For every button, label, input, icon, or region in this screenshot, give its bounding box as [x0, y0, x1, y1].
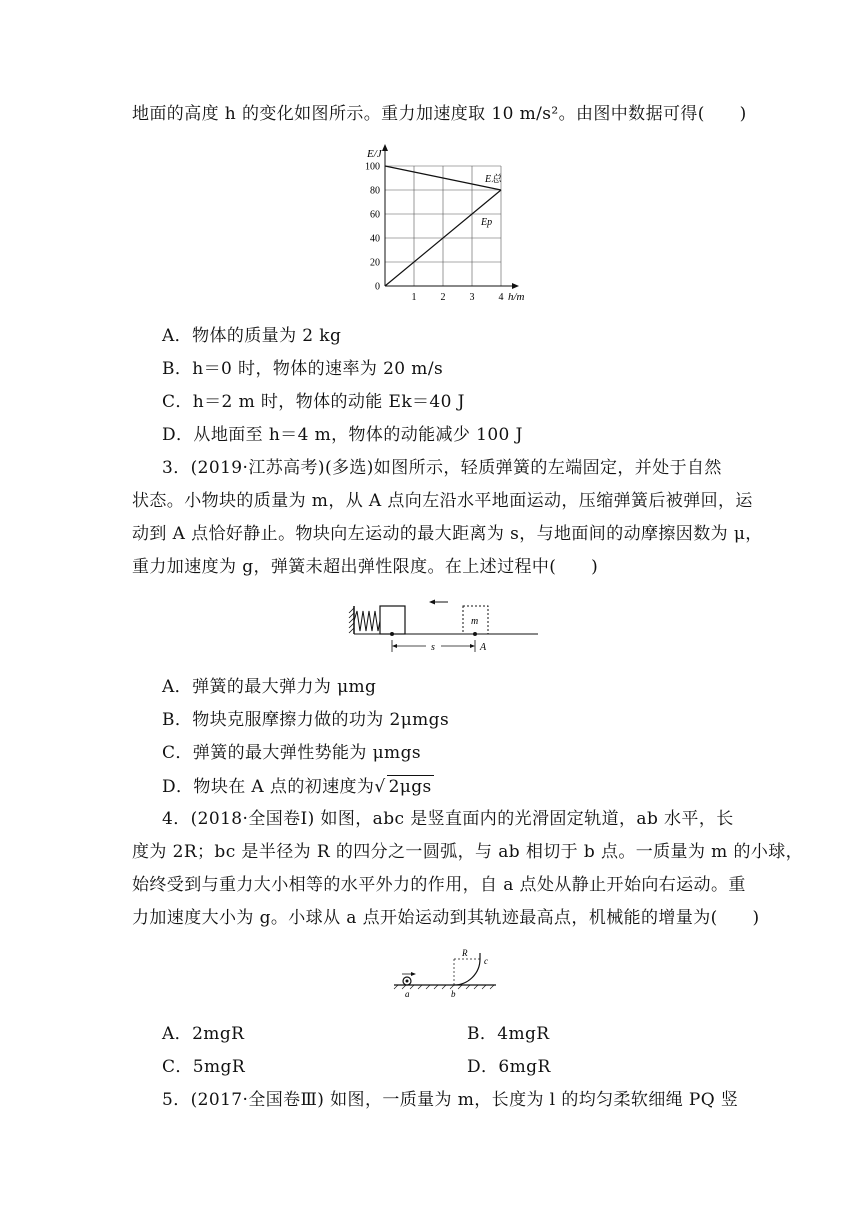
- total-energy-label: E总: [485, 174, 502, 185]
- q2-option-d[interactable]: D．从地面至 h＝4 m，物体的动能减少 100 J: [162, 425, 523, 445]
- y-tick-label: 100: [365, 161, 380, 173]
- y-tick-label: 80: [370, 185, 380, 197]
- y-axis-arrow: [382, 144, 388, 151]
- q4-stem-line-4: 力加速度大小为 g。小球从 a 点开始运动到其轨迹最高点，机械能的增量为( ): [132, 908, 760, 928]
- x-tick-label: 3: [469, 292, 475, 303]
- q3-option-c[interactable]: C．弹簧的最大弹性势能为 μmgs: [162, 743, 421, 763]
- sqrt-sign: √: [374, 777, 386, 797]
- x-axis-arrow: [512, 283, 519, 289]
- chart-tick-labels: [365, 162, 504, 304]
- x-axis-label: h/m: [508, 291, 525, 303]
- x-tick-label: 4: [498, 292, 504, 303]
- q4-stem-line-3: 始终受到与重力大小相等的水平外力的作用，自 a 点处从静止开始向右运动。重: [132, 875, 746, 895]
- y-tick-label: 40: [370, 233, 380, 245]
- point-c-label: c: [484, 956, 488, 966]
- y-tick-label: 60: [370, 209, 380, 221]
- q4-option-c[interactable]: C．5mgR: [162, 1057, 246, 1077]
- track-figure: [392, 945, 502, 1001]
- potential-energy-label: Ep: [481, 217, 493, 228]
- y-axis-label: E/J: [367, 148, 382, 160]
- q3-stem-line-4: 重力加速度为 g，弹簧未超出弹性限度。在上述过程中( ): [132, 557, 599, 577]
- y-tick-label: 0: [375, 281, 380, 293]
- spring-block-figure: [348, 596, 544, 658]
- x-tick-label: 1: [411, 292, 417, 303]
- q3-stem-line-3: 动到 A 点恰好静止。物块向左运动的最大距离为 s，与地面间的动摩擦因数为 μ，: [132, 524, 763, 544]
- radius-label: R: [462, 948, 468, 958]
- q2-option-b[interactable]: B．h＝0 时，物体的速率为 20 m/s: [162, 359, 444, 379]
- y-tick-label: 20: [370, 257, 380, 269]
- q3-stem-line-1: 3．(2019·江苏高考)(多选)如图所示，轻质弹簧的左端固定，并处于自然: [162, 458, 722, 478]
- q2-option-a[interactable]: A．物体的质量为 2 kg: [162, 326, 342, 346]
- q4-option-a[interactable]: A．2mgR: [162, 1024, 245, 1044]
- x-tick-label: 2: [440, 292, 446, 303]
- spring: [354, 611, 380, 631]
- energy-height-chart: [345, 140, 545, 310]
- point-a-label: A: [480, 642, 487, 653]
- point-a-label: a: [405, 989, 410, 999]
- point-b-label: b: [451, 989, 456, 999]
- q3-option-b[interactable]: B．物块克服摩擦力做的功为 2μmgs: [162, 710, 450, 730]
- q5-stem-line-1: 5．(2017·全国卷Ⅲ) 如图，一质量为 m，长度为 l 的均匀柔软细绳 PQ 竖: [162, 1090, 739, 1110]
- q4-option-b[interactable]: B．4mgR: [467, 1024, 550, 1044]
- q3-option-a[interactable]: A．弹簧的最大弹力为 μmg: [162, 677, 377, 697]
- q4-option-d[interactable]: D．6mgR: [467, 1057, 551, 1077]
- q3-option-d-text: D．物块在 A 点的初速度为: [162, 777, 375, 797]
- q4-stem-line-2: 度为 2R；bc 是半径为 R 的四分之一圆弧，与 ab 相切于 b 点。一质量为 m 的小球，: [132, 842, 804, 862]
- q3-stem-line-2: 状态。小物块的质量为 m，从 A 点向左沿水平地面运动，压缩弹簧后被弹回，运: [132, 491, 753, 511]
- block-compressed: [380, 606, 405, 634]
- distance-label: s: [431, 642, 435, 653]
- q2-option-c[interactable]: C．h＝2 m 时，物体的动能 Ek＝40 J: [162, 392, 465, 412]
- q4-stem-line-1: 4．(2018·全国卷Ⅰ) 如图，abc 是竖直面内的光滑固定轨道，ab 水平，长: [162, 809, 734, 829]
- sqrt-radicand: 2μgs: [388, 777, 432, 797]
- question-2-stem-tail: 地面的高度 h 的变化如图所示。重力加速度取 10 m/s²。由图中数据可得( ): [132, 104, 747, 124]
- block-label: m: [471, 616, 479, 627]
- q3-option-d[interactable]: [162, 775, 434, 798]
